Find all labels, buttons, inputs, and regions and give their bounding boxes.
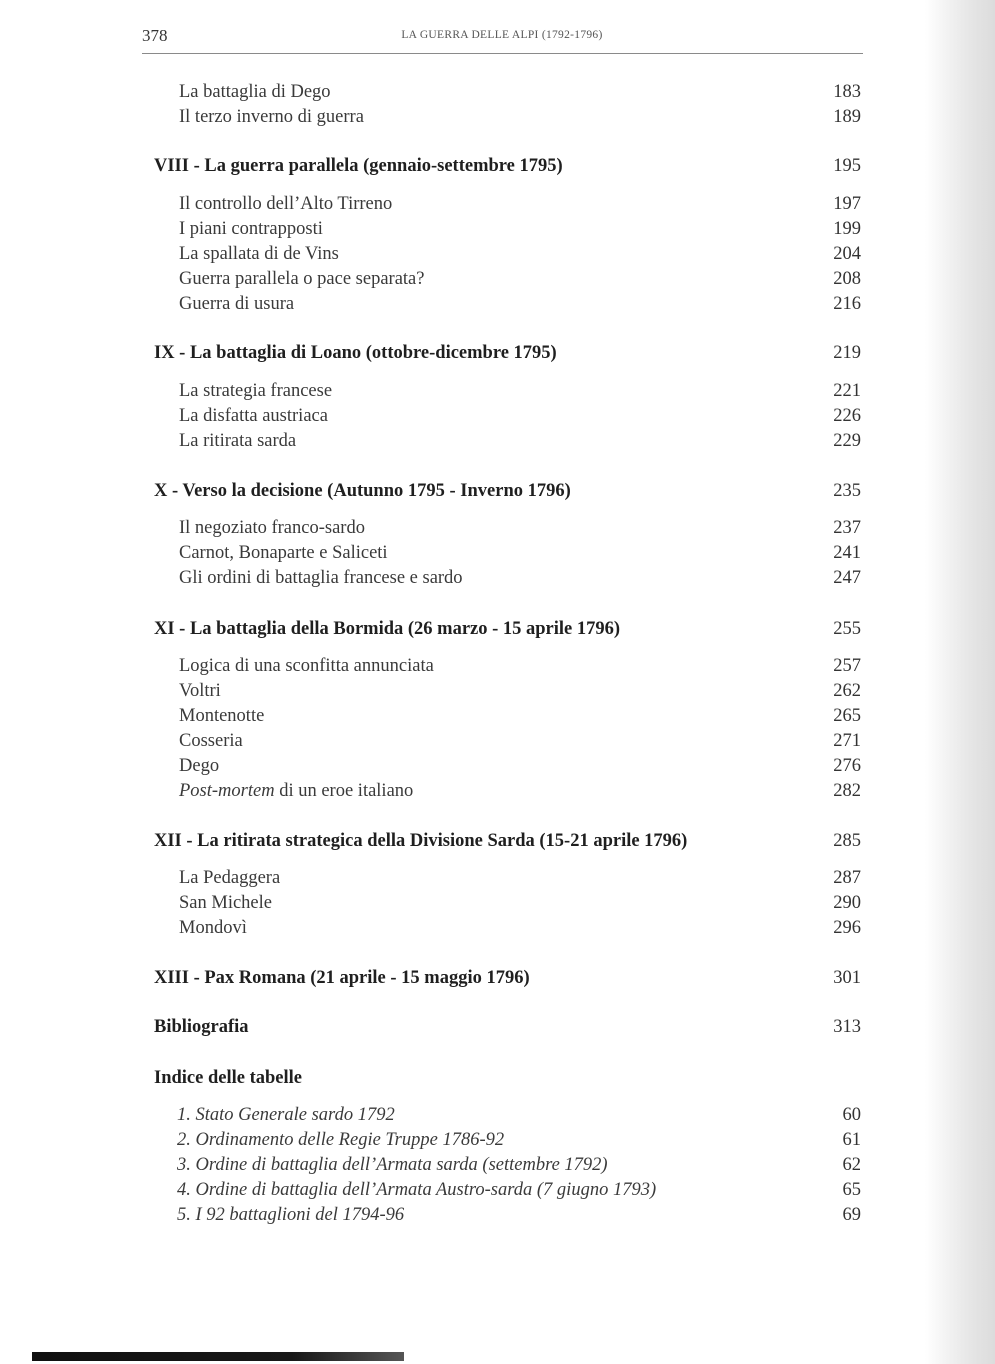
- entry-title: VIII - La guerra parallela (gennaio-settembre 1795): [154, 156, 563, 176]
- entry-title: La Pedaggera: [179, 868, 281, 888]
- entry-title-rest: di un eroe italiano: [274, 781, 414, 801]
- entry-title: XIII - Pax Romana (21 aprile - 15 maggio 1796): [154, 968, 530, 988]
- entry-title: IX - La battaglia di Loano (ottobre-dicembre 1795): [154, 343, 557, 363]
- toc-section-entry: [179, 217, 861, 241]
- entry-title: San Michele: [179, 893, 272, 913]
- entry-title: Il terzo inverno di guerra: [179, 107, 364, 127]
- entry-page-number: 229: [833, 431, 861, 451]
- page-number: 378: [142, 26, 168, 45]
- entry-title: Mondovì: [179, 918, 247, 938]
- entry-page-number: 216: [833, 294, 861, 314]
- toc-section-entry: [179, 541, 861, 565]
- toc-section-entry: [179, 566, 861, 590]
- toc-table-entry: [177, 1153, 861, 1177]
- toc-heading: [154, 1066, 861, 1090]
- entry-title: Indice delle tabelle: [154, 1068, 302, 1088]
- toc-section-entry: [179, 516, 861, 540]
- entry-title: Bibliografia: [154, 1017, 249, 1037]
- entry-page-number: 262: [833, 681, 861, 701]
- entry-title: I piani contrapposti: [179, 219, 323, 239]
- entry-title: Il negoziato franco-sardo: [179, 518, 365, 538]
- entry-title: La ritirata sarda: [179, 431, 297, 451]
- entry-title: 1. Stato Generale sardo 1792: [177, 1105, 395, 1125]
- toc-table-entry: [177, 1128, 861, 1152]
- entry-title: X - Verso la decisione (Autunno 1795 - Inverno 1796): [154, 481, 571, 501]
- entry-title: La strategia francese: [179, 381, 333, 401]
- toc-chapter-entry: [154, 617, 861, 641]
- toc-table-entry: [177, 1203, 861, 1227]
- entry-page-number: 271: [833, 731, 861, 751]
- entry-page-number: 226: [833, 406, 861, 426]
- entry-title: La battaglia di Dego: [179, 82, 331, 102]
- toc-section-entry: [179, 866, 861, 890]
- entry-page-number: 296: [833, 918, 861, 938]
- entry-page-number: 235: [833, 481, 861, 501]
- entry-title: Logica di una sconfitta annunciata: [179, 656, 434, 676]
- entry-title: Cosseria: [179, 731, 243, 751]
- entry-page-number: 276: [833, 756, 861, 776]
- toc-chapter-entry: [154, 479, 861, 503]
- entry-page-number: 255: [833, 619, 861, 639]
- entry-page-number: 265: [833, 706, 861, 726]
- entry-page-number: 237: [833, 518, 861, 538]
- entry-title: 5. I 92 battaglioni del 1794-96: [177, 1205, 405, 1225]
- entry-title: XI - La battaglia della Bormida (26 marzo - 15 aprile 1796): [154, 619, 621, 639]
- entry-page-number: 219: [833, 343, 861, 363]
- entry-title: Guerra di usura: [179, 294, 295, 314]
- toc-section-entry: [179, 729, 861, 753]
- toc-section-entry: [179, 292, 861, 316]
- toc-section-entry: [179, 105, 861, 129]
- entry-title: La disfatta austriaca: [179, 406, 328, 426]
- toc-section-entry: [179, 779, 861, 803]
- toc-section-entry: [179, 916, 861, 940]
- entry-title: Guerra parallela o pace separata?: [179, 269, 425, 289]
- toc-chapter-entry: [154, 829, 861, 853]
- entry-page-number: 69: [842, 1205, 861, 1225]
- entry-page-number: 287: [833, 868, 861, 888]
- entry-page-number: 208: [833, 269, 861, 289]
- entry-page-number: 285: [833, 831, 861, 851]
- toc-section-entry: [179, 754, 861, 778]
- entry-page-number: 241: [833, 543, 861, 563]
- toc-section-entry: [179, 80, 861, 104]
- entry-page-number: 301: [833, 968, 861, 988]
- entry-page-number: 290: [833, 893, 861, 913]
- entry-page-number: 257: [833, 656, 861, 676]
- entry-page-number: 197: [833, 194, 861, 214]
- toc-section-entry: [179, 654, 861, 678]
- toc-chapter-entry: [154, 966, 861, 990]
- entry-page-number: 189: [833, 107, 861, 127]
- entry-title: XII - La ritirata strategica della Divisione Sarda (15-21 aprile 1796): [154, 831, 688, 851]
- toc-section-entry: [179, 404, 861, 428]
- toc-section-entry: [179, 679, 861, 703]
- toc-chapter-entry: [154, 1015, 861, 1039]
- entry-page-number: 247: [833, 568, 861, 588]
- entry-title: Gli ordini di battaglia francese e sardo: [179, 568, 463, 588]
- entry-page-number: 61: [842, 1130, 861, 1150]
- toc-section-entry: [179, 704, 861, 728]
- toc-section-entry: [179, 192, 861, 216]
- toc-section-entry: [179, 379, 861, 403]
- entry-page-number: 195: [833, 156, 861, 176]
- entry-title: Dego: [179, 756, 220, 776]
- entry-title: 3. Ordine di battaglia dell’Armata sarda (settembre 1792): [177, 1155, 608, 1175]
- toc-chapter-entry: [154, 341, 861, 365]
- entry-page-number: 65: [842, 1180, 861, 1200]
- entry-title: 2. Ordinamento delle Regie Truppe 1786-92: [177, 1130, 505, 1150]
- toc-table-entry: [177, 1178, 861, 1202]
- entry-title: Il controllo dell’Alto Tirreno: [179, 194, 393, 214]
- running-title: LA GUERRA DELLE ALPI (1792-1796): [401, 29, 603, 41]
- entry-page-number: 313: [833, 1017, 861, 1037]
- entry-page-number: 183: [833, 82, 861, 102]
- toc-table-entry: [177, 1103, 861, 1127]
- toc-section-entry: [179, 242, 861, 266]
- entry-page-number: 282: [833, 781, 861, 801]
- toc-section-entry: [179, 267, 861, 291]
- toc-section-entry: [179, 891, 861, 915]
- entry-title: Voltri: [179, 681, 221, 701]
- entry-page-number: 221: [833, 381, 861, 401]
- entry-title-italic: Post-mortem: [179, 781, 275, 801]
- entry-title: La spallata di de Vins: [179, 244, 339, 264]
- entry-title: Carnot, Bonaparte e Saliceti: [179, 543, 388, 563]
- toc-chapter-entry: [154, 154, 861, 178]
- entry-title: 4. Ordine di battaglia dell’Armata Austro-sarda (7 giugno 1793): [177, 1180, 657, 1200]
- entry-title: [179, 779, 413, 803]
- entry-page-number: 204: [833, 244, 861, 264]
- toc-section-entry: [179, 429, 861, 453]
- entry-page-number: 62: [842, 1155, 861, 1175]
- entry-page-number: 60: [842, 1105, 861, 1125]
- entry-page-number: 199: [833, 219, 861, 239]
- entry-title: Montenotte: [179, 706, 265, 726]
